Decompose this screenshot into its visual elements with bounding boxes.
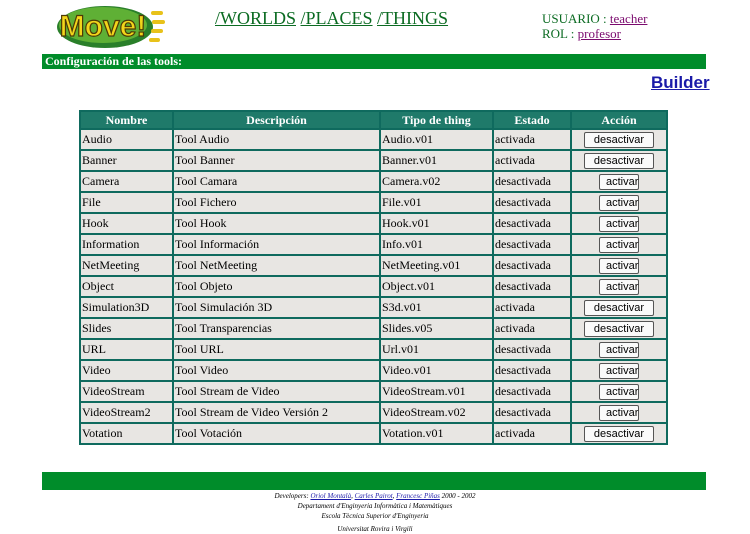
table-row bbox=[81, 172, 666, 191]
cell-estado: desactivada bbox=[494, 172, 570, 191]
activar-button[interactable]: activar bbox=[599, 363, 639, 379]
activar-button[interactable]: activar bbox=[599, 195, 639, 211]
cell-nombre: Audio bbox=[81, 130, 172, 149]
column-header-tipo: Tipo de thing bbox=[381, 112, 492, 128]
cell-tipo: Object.v01 bbox=[381, 277, 492, 296]
section-title-bar bbox=[42, 54, 706, 69]
cell-accion bbox=[572, 424, 666, 443]
cell-tipo: File.v01 bbox=[381, 193, 492, 212]
nav-things-link[interactable]: /THINGS bbox=[377, 8, 449, 28]
table-row bbox=[81, 235, 666, 254]
table-row bbox=[81, 361, 666, 380]
cell-tipo: Info.v01 bbox=[381, 235, 492, 254]
cell-estado: activada bbox=[494, 130, 570, 149]
cell-tipo: Url.v01 bbox=[381, 340, 492, 359]
desactivar-button[interactable]: desactivar bbox=[584, 321, 654, 337]
cell-nombre: Information bbox=[81, 235, 172, 254]
tools-table bbox=[79, 110, 668, 445]
nav-places-link[interactable]: /PLACES bbox=[300, 8, 373, 28]
cell-accion bbox=[572, 382, 666, 401]
cell-accion bbox=[572, 172, 666, 191]
nav-worlds-link[interactable]: /WORLDS bbox=[215, 8, 296, 28]
cell-nombre: Votation bbox=[81, 424, 172, 443]
cell-descripcion: Tool Stream de Video bbox=[174, 382, 379, 401]
cell-tipo: Banner.v01 bbox=[381, 151, 492, 170]
developer-link-2[interactable]: Carles Pairot bbox=[354, 492, 393, 500]
cell-nombre: Object bbox=[81, 277, 172, 296]
column-header-estado: Estado bbox=[494, 112, 570, 128]
cell-descripcion: Tool Hook bbox=[174, 214, 379, 233]
cell-estado: desactivada bbox=[494, 214, 570, 233]
footer-years: 2000 - 2002 bbox=[441, 492, 476, 500]
rol-link[interactable]: profesor bbox=[577, 26, 621, 41]
table-row bbox=[81, 298, 666, 317]
cell-tipo: S3d.v01 bbox=[381, 298, 492, 317]
activar-button[interactable]: activar bbox=[599, 237, 639, 253]
desactivar-button[interactable]: desactivar bbox=[584, 132, 654, 148]
cell-accion bbox=[572, 214, 666, 233]
user-info bbox=[542, 11, 647, 41]
cell-tipo: Slides.v05 bbox=[381, 319, 492, 338]
cell-nombre: VideoStream2 bbox=[81, 403, 172, 422]
desactivar-button[interactable]: desactivar bbox=[584, 426, 654, 442]
footer-bar bbox=[42, 472, 706, 490]
cell-accion bbox=[572, 319, 666, 338]
table-row bbox=[81, 340, 666, 359]
cell-nombre: Video bbox=[81, 361, 172, 380]
table-row bbox=[81, 151, 666, 170]
column-header-accion: Acción bbox=[572, 112, 666, 128]
cell-estado: desactivada bbox=[494, 256, 570, 275]
table-row bbox=[81, 193, 666, 212]
cell-descripcion: Tool Simulación 3D bbox=[174, 298, 379, 317]
table-header-row bbox=[81, 112, 666, 128]
cell-accion bbox=[572, 340, 666, 359]
cell-descripcion: Tool Transparencias bbox=[174, 319, 379, 338]
cell-tipo: NetMeeting.v01 bbox=[381, 256, 492, 275]
cell-accion bbox=[572, 130, 666, 149]
cell-descripcion: Tool Votación bbox=[174, 424, 379, 443]
column-header-descripcion: Descripción bbox=[174, 112, 379, 128]
table-row bbox=[81, 277, 666, 296]
cell-tipo: VideoStream.v02 bbox=[381, 403, 492, 422]
activar-button[interactable]: activar bbox=[599, 342, 639, 358]
cell-descripcion: Tool NetMeeting bbox=[174, 256, 379, 275]
activar-button[interactable]: activar bbox=[599, 258, 639, 274]
move-logo bbox=[55, 3, 167, 49]
column-header-nombre: Nombre bbox=[81, 112, 172, 128]
footer-department: Departament d'Enginyeria Informàtica i Matemàtiques bbox=[297, 502, 453, 510]
logo-text: Move! bbox=[59, 10, 147, 43]
developers-label: Developers: bbox=[274, 492, 309, 500]
cell-tipo: Hook.v01 bbox=[381, 214, 492, 233]
cell-descripcion: Tool Camara bbox=[174, 172, 379, 191]
rol-label: ROL : bbox=[542, 26, 575, 41]
table-row bbox=[81, 130, 666, 149]
cell-nombre: Banner bbox=[81, 151, 172, 170]
cell-estado: desactivada bbox=[494, 277, 570, 296]
cell-descripcion: Tool Objeto bbox=[174, 277, 379, 296]
cell-estado: activada bbox=[494, 319, 570, 338]
cell-estado: activada bbox=[494, 151, 570, 170]
table-row bbox=[81, 382, 666, 401]
activar-button[interactable]: activar bbox=[599, 384, 639, 400]
cell-descripcion: Tool Audio bbox=[174, 130, 379, 149]
activar-button[interactable]: activar bbox=[599, 174, 639, 190]
cell-estado: activada bbox=[494, 298, 570, 317]
cell-descripcion: Tool Stream de Video Versión 2 bbox=[174, 403, 379, 422]
cell-nombre: Simulation3D bbox=[81, 298, 172, 317]
activar-button[interactable]: activar bbox=[599, 405, 639, 421]
cell-estado: desactivada bbox=[494, 382, 570, 401]
cell-accion bbox=[572, 256, 666, 275]
cell-accion bbox=[572, 403, 666, 422]
cell-accion bbox=[572, 298, 666, 317]
cell-tipo: Video.v01 bbox=[381, 361, 492, 380]
cell-estado: activada bbox=[494, 424, 570, 443]
cell-tipo: Audio.v01 bbox=[381, 130, 492, 149]
cell-accion bbox=[572, 151, 666, 170]
cell-descripcion: Tool Información bbox=[174, 235, 379, 254]
developer-link-1[interactable]: Oriol Montalà bbox=[310, 492, 352, 500]
cell-nombre: NetMeeting bbox=[81, 256, 172, 275]
cell-nombre: VideoStream bbox=[81, 382, 172, 401]
activar-button[interactable]: activar bbox=[599, 279, 639, 295]
cell-accion bbox=[572, 277, 666, 296]
cell-estado: desactivada bbox=[494, 193, 570, 212]
table-row bbox=[81, 214, 666, 233]
cell-estado: desactivada bbox=[494, 361, 570, 380]
builder-link[interactable]: Builder bbox=[651, 73, 710, 92]
cell-tipo: Camera.v02 bbox=[381, 172, 492, 191]
cell-estado: desactivada bbox=[494, 340, 570, 359]
cell-accion bbox=[572, 235, 666, 254]
cell-nombre: File bbox=[81, 193, 172, 212]
footer-university: Universitat Rovira i Virgili bbox=[337, 525, 413, 533]
tools-table-body bbox=[81, 130, 666, 443]
usuario-link[interactable]: teacher bbox=[609, 11, 648, 26]
cell-nombre: URL bbox=[81, 340, 172, 359]
cell-descripcion: Tool URL bbox=[174, 340, 379, 359]
usuario-label: USUARIO : bbox=[542, 11, 607, 26]
table-row bbox=[81, 424, 666, 443]
cell-nombre: Slides bbox=[81, 319, 172, 338]
cell-estado: desactivada bbox=[494, 235, 570, 254]
table-row bbox=[81, 319, 666, 338]
desactivar-button[interactable]: desactivar bbox=[584, 153, 654, 169]
cell-descripcion: Tool Video bbox=[174, 361, 379, 380]
activar-button[interactable]: activar bbox=[599, 216, 639, 232]
cell-accion bbox=[572, 361, 666, 380]
footer-school: Escola Tècnica Superior d'Enginyeria bbox=[321, 512, 429, 520]
cell-estado: desactivada bbox=[494, 403, 570, 422]
table-row bbox=[81, 403, 666, 422]
cell-nombre: Camera bbox=[81, 172, 172, 191]
cell-descripcion: Tool Fichero bbox=[174, 193, 379, 212]
table-row bbox=[81, 256, 666, 275]
cell-accion bbox=[572, 193, 666, 212]
section-title: Configuración de las tools: bbox=[45, 54, 183, 68]
cell-nombre: Hook bbox=[81, 214, 172, 233]
top-navigation bbox=[215, 8, 448, 29]
cell-descripcion: Tool Banner bbox=[174, 151, 379, 170]
cell-tipo: VideoStream.v01 bbox=[381, 382, 492, 401]
footer: Developers: Oriol Montalà, Carles Pairot, Francesc Piñas 2000 - 2002 Departament d'Enginyeria Informàtica i Matemàtiques Escola Tècnica Superior d'Enginyeria Universitat Rovira i Virgili bbox=[0, 491, 750, 534]
developer-link-3[interactable]: Francesc Piñas bbox=[396, 492, 440, 500]
cell-tipo: Votation.v01 bbox=[381, 424, 492, 443]
desactivar-button[interactable]: desactivar bbox=[584, 300, 654, 316]
